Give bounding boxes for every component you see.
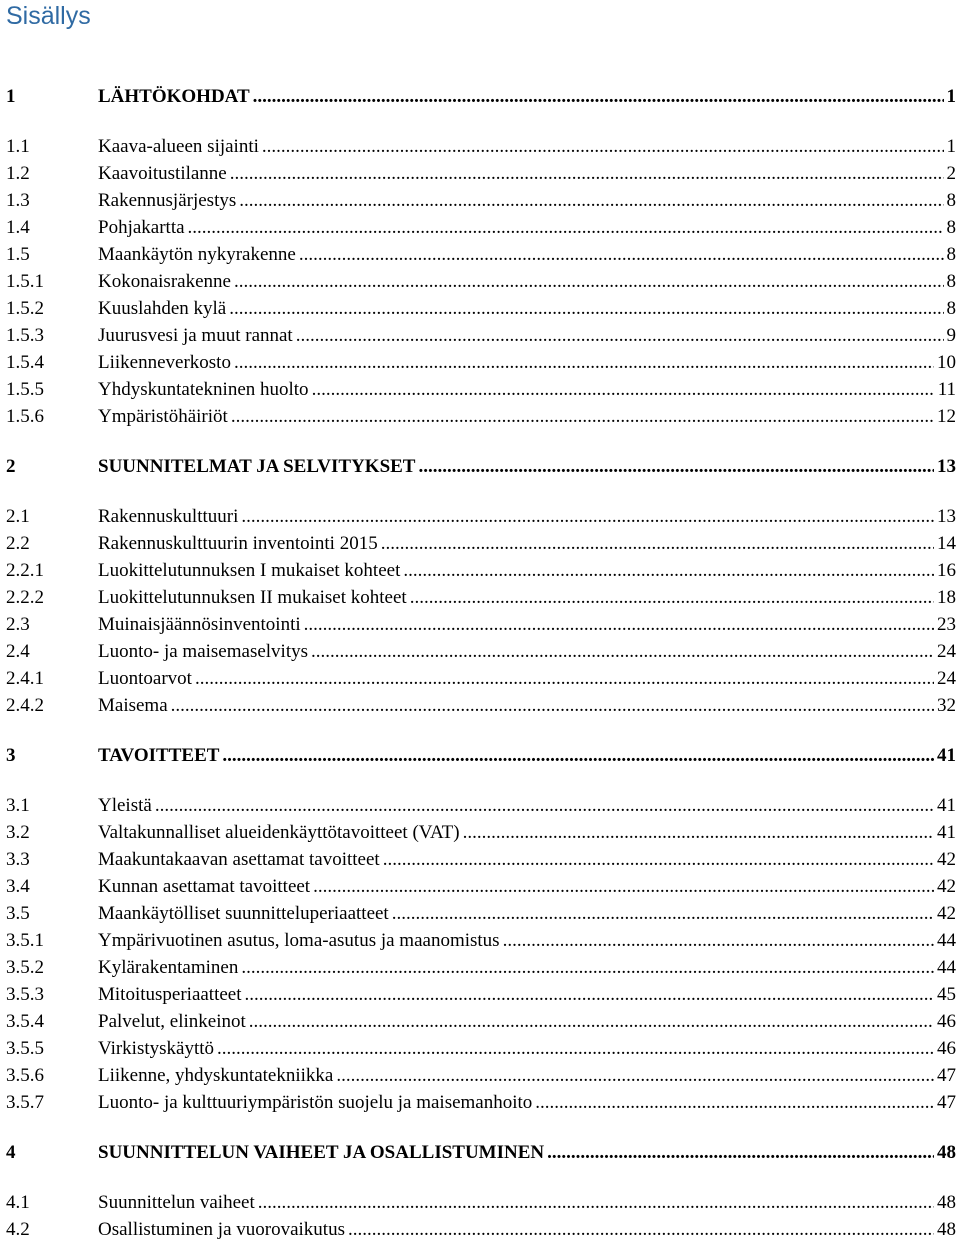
toc-entry-number: 3.5.3: [6, 984, 44, 1005]
toc-entry[interactable]: [0, 612, 960, 638]
toc-entry-number: 1.5.1: [6, 271, 44, 292]
toc-dot-leader: [258, 1190, 934, 1216]
toc-entry[interactable]: [0, 242, 960, 268]
toc-entry-title: Ympärivuotinen asutus, loma-asutus ja maanomistus: [98, 930, 500, 951]
toc-entry-title: Suunnittelun vaiheet: [98, 1192, 255, 1213]
toc-entry-number: 2.4.1: [6, 668, 44, 689]
toc-chapter[interactable]: [0, 454, 960, 480]
toc-entry[interactable]: [0, 350, 960, 376]
toc-entry-title: Maakuntakaavan asettamat tavoitteet: [98, 849, 380, 870]
toc-entry-number: 1.2: [6, 163, 30, 184]
toc-dot-leader: [171, 693, 934, 719]
toc-dot-leader: [253, 84, 944, 110]
toc-entry-title: Yleistä: [98, 795, 152, 816]
toc-entry-title: SUUNNITELMAT JA SELVITYKSET: [98, 456, 416, 477]
toc-entry-title: Yhdyskuntatekninen huolto: [98, 379, 309, 400]
toc-entry-title: Kaavoitustilanne: [98, 163, 227, 184]
toc-entry-page: 13: [937, 506, 956, 527]
toc-dot-leader: [383, 847, 934, 873]
toc-entry-page: 47: [937, 1092, 956, 1113]
toc-entry-page: 1: [946, 136, 956, 157]
toc-entry[interactable]: [0, 269, 960, 295]
toc-entry[interactable]: [0, 558, 960, 584]
toc-entry-number: 4.2: [6, 1219, 30, 1240]
toc-entry-number: 4.1: [6, 1192, 30, 1213]
toc-entry[interactable]: [0, 847, 960, 873]
toc-entry-title: Pohjakartta: [98, 217, 185, 238]
toc-entry-number: 3.5.4: [6, 1011, 44, 1032]
toc-chapter[interactable]: [0, 1140, 960, 1166]
toc-entry[interactable]: [0, 323, 960, 349]
toc-entry-page: 48: [937, 1142, 956, 1163]
toc-entry[interactable]: [0, 377, 960, 403]
toc-entry-title: Kuuslahden kylä: [98, 298, 227, 319]
toc-entry-title: Virkistyskäyttö: [98, 1038, 215, 1059]
toc-entry[interactable]: [0, 820, 960, 846]
toc-entry-page: 23: [937, 614, 956, 635]
toc-chapter[interactable]: [0, 743, 960, 769]
toc-entry-page: 41: [937, 745, 956, 766]
toc-entry-title: Luontoarvot: [98, 668, 192, 689]
toc-dot-leader: [311, 639, 934, 665]
toc-dot-leader: [231, 404, 934, 430]
toc-entry-number: 3.5.5: [6, 1038, 44, 1059]
toc-entry-number: 1.5.4: [6, 352, 44, 373]
toc-entry-page: 45: [937, 984, 956, 1005]
toc-entry-page: 42: [937, 876, 956, 897]
toc-dot-leader: [304, 612, 934, 638]
toc-dot-leader: [234, 269, 944, 295]
toc-entry-title: Rakennuskulttuurin inventointi 2015: [98, 533, 378, 554]
toc-entry[interactable]: [0, 1090, 960, 1116]
toc-entry-title: Liikenne, yhdyskuntatekniikka: [98, 1065, 334, 1086]
toc-entry-number: 2.2.1: [6, 560, 44, 581]
toc-entry[interactable]: [0, 404, 960, 430]
toc-entry-page: 44: [937, 930, 956, 951]
toc-entry[interactable]: [0, 531, 960, 557]
toc-dot-leader: [381, 531, 934, 557]
toc-entry-page: 24: [937, 641, 956, 662]
toc-entry-number: 2.1: [6, 506, 30, 527]
toc-dot-leader: [195, 666, 934, 692]
toc-dot-leader: [348, 1217, 934, 1243]
toc-entry-page: 24: [937, 668, 956, 689]
toc-dot-leader: [312, 377, 935, 403]
toc-entry[interactable]: [0, 1217, 960, 1243]
toc-entry-page: 46: [937, 1011, 956, 1032]
toc-entry-page: 13: [937, 456, 956, 477]
toc-entry[interactable]: [0, 296, 960, 322]
toc-dot-leader: [299, 242, 944, 268]
toc-entry[interactable]: [0, 666, 960, 692]
toc-entry-number: 1.5.5: [6, 379, 44, 400]
toc-dot-leader: [245, 982, 934, 1008]
toc-entry-page: 16: [937, 560, 956, 581]
toc-entry-page: 41: [937, 822, 956, 843]
toc-entry-number: 3.3: [6, 849, 30, 870]
toc-dot-leader: [229, 296, 943, 322]
toc-entry-title: Osallistuminen ja vuorovaikutus: [98, 1219, 345, 1240]
toc-dot-leader: [535, 1090, 934, 1116]
toc-entry-title: Rakennuskulttuuri: [98, 506, 239, 527]
toc-entry-number: 1.1: [6, 136, 30, 157]
toc-entry-title: Maisema: [98, 695, 168, 716]
toc-entry-page: 32: [937, 695, 956, 716]
toc-entry-title: Luonto- ja maisemaselvitys: [98, 641, 309, 662]
toc-dot-leader: [230, 161, 944, 187]
toc-entry-number: 3.5.7: [6, 1092, 44, 1113]
toc-dot-leader: [313, 874, 934, 900]
toc-entry[interactable]: [0, 1190, 960, 1216]
toc-entry[interactable]: [0, 1063, 960, 1089]
toc-entry[interactable]: [0, 585, 960, 611]
toc-entry-title: Luokittelutunnuksen II mukaiset kohteet: [98, 587, 407, 608]
toc-entry-title: Muinaisjäännösinventointi: [98, 614, 301, 635]
toc-entry-page: 48: [937, 1192, 956, 1213]
toc-entry-title: Palvelut, elinkeinot: [98, 1011, 246, 1032]
toc-dot-leader: [241, 955, 934, 981]
toc-entry-number: 3.4: [6, 876, 30, 897]
toc-dot-leader: [188, 215, 944, 241]
toc-chapter[interactable]: [0, 84, 960, 110]
toc-heading: Sisällys: [6, 2, 91, 30]
toc-entry-page: 12: [937, 406, 956, 427]
toc-entry-number: 3.5.1: [6, 930, 44, 951]
toc-entry-number: 1.3: [6, 190, 30, 211]
toc-entry-page: 8: [946, 190, 956, 211]
toc-entry-page: 8: [946, 298, 956, 319]
toc-entry-number: 3.5.6: [6, 1065, 44, 1086]
toc-dot-leader: [222, 743, 934, 769]
toc-entry[interactable]: [0, 1009, 960, 1035]
toc-entry[interactable]: [0, 1036, 960, 1062]
toc-entry[interactable]: [0, 134, 960, 160]
toc-entry-title: LÄHTÖKOHDAT: [98, 86, 250, 107]
toc-entry[interactable]: [0, 161, 960, 187]
toc-entry-number: 1.5: [6, 244, 30, 265]
toc-entry-title: SUUNNITTELUN VAIHEET JA OSALLISTUMINEN: [98, 1142, 545, 1163]
toc-entry-page: 46: [937, 1038, 956, 1059]
toc-entry[interactable]: [0, 955, 960, 981]
toc-entry-page: 48: [937, 1219, 956, 1240]
toc-entry-page: 10: [937, 352, 956, 373]
toc-entry-page: 42: [937, 849, 956, 870]
toc-dot-leader: [547, 1140, 934, 1166]
toc-entry-number: 3.5.2: [6, 957, 44, 978]
toc-dot-leader: [503, 928, 934, 954]
toc-entry-number: 3.1: [6, 795, 30, 816]
toc-entry-number: 3: [6, 745, 16, 766]
toc-entry-number: 4: [6, 1142, 16, 1163]
toc-dot-leader: [241, 504, 934, 530]
toc-entry-title: Luokittelutunnuksen I mukaiset kohteet: [98, 560, 401, 581]
toc-entry-page: 18: [937, 587, 956, 608]
toc-entry[interactable]: [0, 793, 960, 819]
toc-dot-leader: [463, 820, 934, 846]
toc-entry[interactable]: [0, 982, 960, 1008]
toc-entry-number: 1.5.3: [6, 325, 44, 346]
toc-entry-number: 1.5.2: [6, 298, 44, 319]
toc-dot-leader: [262, 134, 944, 160]
toc-entry-title: Rakennusjärjestys: [98, 190, 237, 211]
toc-dot-leader: [296, 323, 944, 349]
toc-entry-number: 2.4.2: [6, 695, 44, 716]
toc-entry-number: 2.2.2: [6, 587, 44, 608]
toc-entry[interactable]: [0, 215, 960, 241]
toc-entry-number: 2.4: [6, 641, 30, 662]
toc-entry-title: Maankäytölliset suunnitteluperiaatteet: [98, 903, 389, 924]
toc-entry-title: Liikenneverkosto: [98, 352, 231, 373]
toc-dot-leader: [418, 454, 934, 480]
toc-dot-leader: [336, 1063, 934, 1089]
toc-dot-leader: [217, 1036, 934, 1062]
toc-entry-number: 2.3: [6, 614, 30, 635]
toc-entry-title: Ympäristöhäiriöt: [98, 406, 228, 427]
toc-entry-page: 41: [937, 795, 956, 816]
toc-entry-page: 42: [937, 903, 956, 924]
toc-entry-title: Luonto- ja kulttuuriympäristön suojelu ja maisemanhoito: [98, 1092, 533, 1113]
toc-dot-leader: [155, 793, 934, 819]
toc-dot-leader: [234, 350, 934, 376]
toc-entry-title: Maankäytön nykyrakenne: [98, 244, 296, 265]
toc-entry-title: Kunnan asettamat tavoitteet: [98, 876, 311, 897]
toc-dot-leader: [239, 188, 943, 214]
toc-entry-page: 1: [946, 86, 956, 107]
toc-entry-page: 14: [937, 533, 956, 554]
toc-entry-page: 2: [946, 163, 956, 184]
toc-entry-page: 8: [946, 271, 956, 292]
toc-dot-leader: [410, 585, 934, 611]
toc-entry-title: Kokonaisrakenne: [98, 271, 231, 292]
toc-dot-leader: [403, 558, 934, 584]
toc-entry-number: 1.5.6: [6, 406, 44, 427]
toc-entry[interactable]: [0, 928, 960, 954]
toc-entry-number: 2.2: [6, 533, 30, 554]
toc-entry[interactable]: [0, 504, 960, 530]
toc-entry-title: Kylärakentaminen: [98, 957, 239, 978]
toc-entry[interactable]: [0, 639, 960, 665]
toc-entry-title: TAVOITTEET: [98, 745, 220, 766]
toc-entry-title: Valtakunnalliset alueidenkäyttötavoitteet (VAT): [98, 822, 460, 843]
toc-entry[interactable]: [0, 188, 960, 214]
toc-entry-page: 47: [937, 1065, 956, 1086]
toc-entry-page: 8: [946, 244, 956, 265]
toc-entry-number: 1: [6, 86, 16, 107]
toc-entry-page: 8: [946, 217, 956, 238]
toc-entry-page: 11: [937, 379, 956, 400]
toc-entry[interactable]: [0, 874, 960, 900]
toc-entry-number: 3.5: [6, 903, 30, 924]
toc-entry-page: 44: [937, 957, 956, 978]
toc-entry-title: Kaava-alueen sijainti: [98, 136, 259, 157]
toc-entry-page: 9: [946, 325, 956, 346]
toc-entry-number: 3.2: [6, 822, 30, 843]
toc-entry-title: Mitoitusperiaatteet: [98, 984, 242, 1005]
toc-entry-number: 1.4: [6, 217, 30, 238]
toc-entry-number: 2: [6, 456, 16, 477]
toc-dot-leader: [249, 1009, 934, 1035]
toc-entry[interactable]: [0, 901, 960, 927]
toc-dot-leader: [392, 901, 934, 927]
toc-entry-title: Juurusvesi ja muut rannat: [98, 325, 293, 346]
toc-entry[interactable]: [0, 693, 960, 719]
